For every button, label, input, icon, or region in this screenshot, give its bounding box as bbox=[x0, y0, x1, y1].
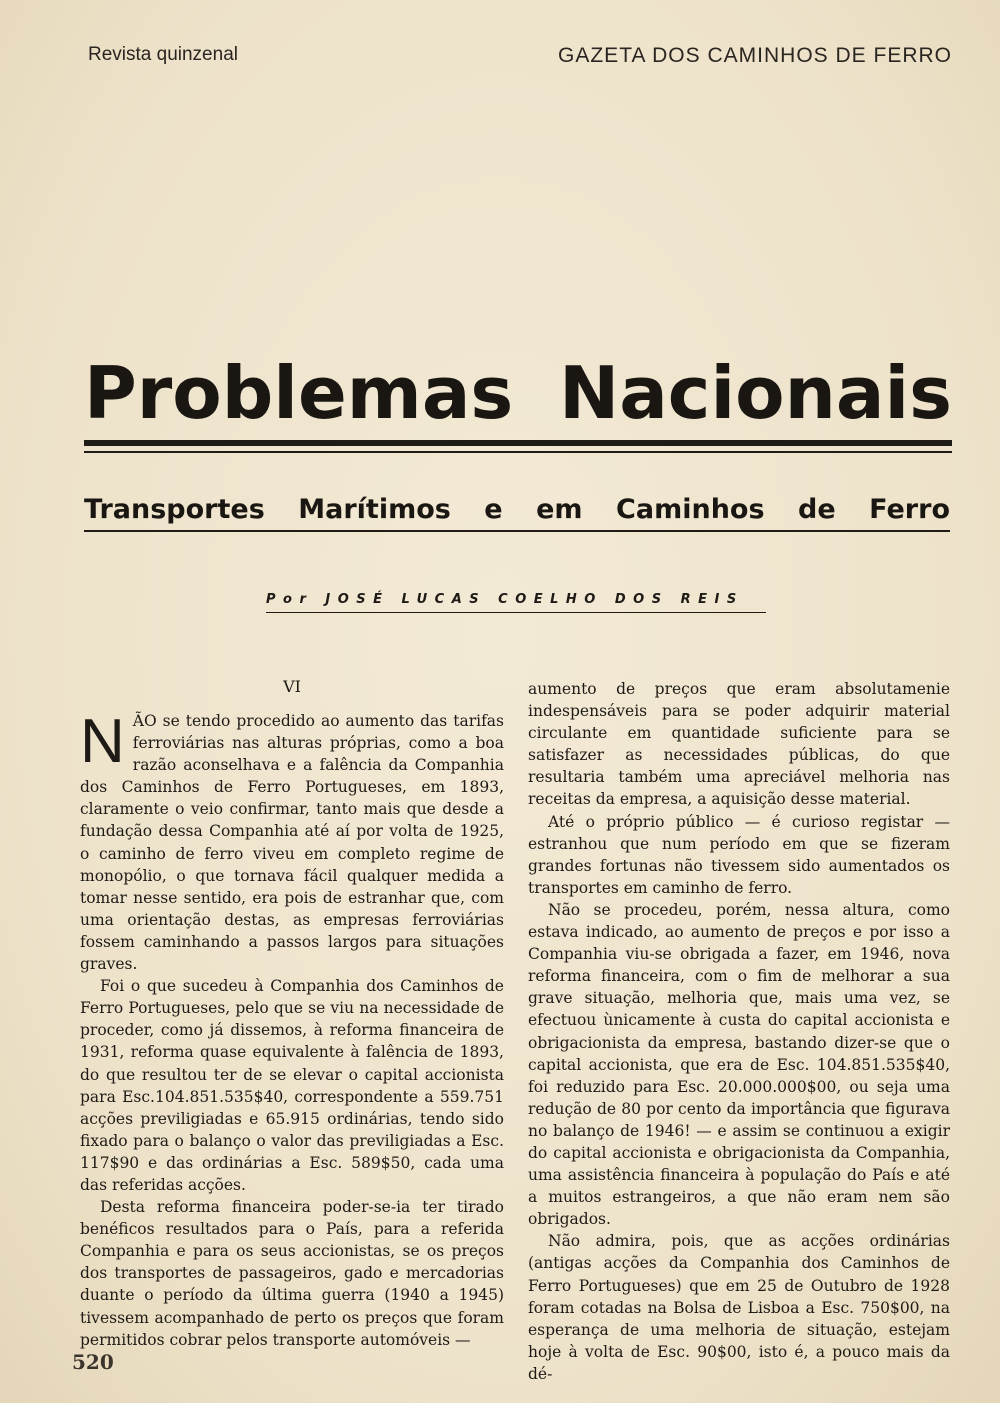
byline-underline bbox=[266, 612, 766, 613]
article-title bbox=[84, 348, 952, 438]
paragraph: Desta reforma financeira poder-se-ia ter tirado benéficos resultados para o País, para a referida Companhia e para os seus accionistas, se os preços dos transportes de passageiros, gado e mercadorias duante o período da última guerra (1940 a 1945) tivessem acompanhado de perto os preços que foram permitidos cobrar pelos transporte automóveis — bbox=[80, 1198, 504, 1349]
article-byline: Por JOSÉ LUCAS COELHO DOS REIS bbox=[266, 592, 744, 607]
title-rule-thin bbox=[84, 451, 952, 453]
article-title-word-1: Problemas bbox=[84, 351, 514, 435]
drop-cap: N bbox=[80, 707, 125, 776]
article-title-word-2: Nacionais bbox=[558, 351, 952, 435]
section-number: VI bbox=[283, 677, 301, 696]
title-rule-thick bbox=[84, 440, 952, 446]
paragraph bbox=[80, 707, 504, 975]
paragraph: Foi o que sucedeu à Companhia dos Caminhos de Ferro Portugueses, pelo que se viu na necessidade de proceder, como já dissemos, à reforma financeira de 1931, reforma quase equivalente à falência de 1893, do que resultou ter de se elevar o capital accionista para Esc.104.851.535$40, correspondente a 559.751 acções previligiadas e 65.915 ordinárias, tendo sido fixado para o balanço o valor das previligiadas a Esc. 117$90 e das ordinárias a Esc. 589$50, cada uma das referidas acções. bbox=[80, 977, 504, 1194]
header-magazine-name: GAZETA DOS CAMINHOS DE FERRO bbox=[558, 44, 952, 67]
paragraph: aumento de preços que eram absolutamenie indespensáveis para se poder adquirir material circulante em quantidade suficiente para se satisfazer as necessidades públicas, do que resultaria também uma apreciável melhoria nas receitas da empresa, a aquisição desse material. bbox=[528, 680, 950, 809]
page-number: 520 bbox=[72, 1350, 114, 1374]
text-column-left bbox=[80, 707, 504, 1351]
article-subtitle: Transportes Marítimos e em Caminhos de Ferro bbox=[84, 494, 950, 525]
paragraph: Não se procedeu, porém, nessa altura, como estava indicado, ao aumento de preços e por isso a Companhia viu-se obrigada a fazer, em 1946, nova reforma financeira, com o fim de melhorar a sua grave situação, melhoria que, mais uma vez, se efectuou ùnicamente à custa do capital accionista e obrigacionista da empresa, bastando dizer-se que o capital accionista, que era de Esc. 104.851.535$40, foi reduzido para Esc. 20.000.000$00, ou seja uma redução de 80 por cento da importância que figurava no balanço de 1946! — e assim se continuou a exigir do capital accionista e obrigacionista da Companhia, uma assistência financeira à população do País e até a muitos estrangeiros, a que não eram nem são obrigados. bbox=[528, 900, 950, 1229]
paragraph: Não admira, pois, que as acções ordinárias (antigas acções da Companhia dos Caminhos de Ferro Portugueses) que em 25 de Outubro de 1928 foram cotadas na Bolsa de Lisboa a Esc. 750$00, na esperança de uma melhoria de situação, estejam hoje à volta de Esc. 90$00, isto é, a pouco mais da dé- bbox=[528, 1232, 950, 1383]
paragraph-text: ÃO se tendo procedido ao aumento das tarifas ferroviárias nas alturas próprias, como a boa razão aconselhava e a falência da Companhia dos Caminhos de Ferro Portugueses, em 1893, claramente o veio confirmar, tanto mais que desde a fundação dessa Companhia até aí por volta de 1925, o caminho de ferro viveu em completo regime de monopólio, o que tornava fácil qualquer medida a tomar nesse sentido, era pois de estranhar que, com uma orientação destas, as empresas ferroviárias fossem caminhando a passos largos para situações graves. bbox=[80, 712, 504, 974]
subtitle-underline bbox=[84, 530, 950, 532]
paragraph: Até o próprio público — é curioso registar — estranhou que num período em que se fizeram grandes fortunas não tivessem sido aumentados os transportes em caminho de ferro. bbox=[528, 812, 950, 897]
header-publication-frequency: Revista quinzenal bbox=[88, 44, 238, 65]
text-column-right bbox=[528, 678, 950, 1385]
